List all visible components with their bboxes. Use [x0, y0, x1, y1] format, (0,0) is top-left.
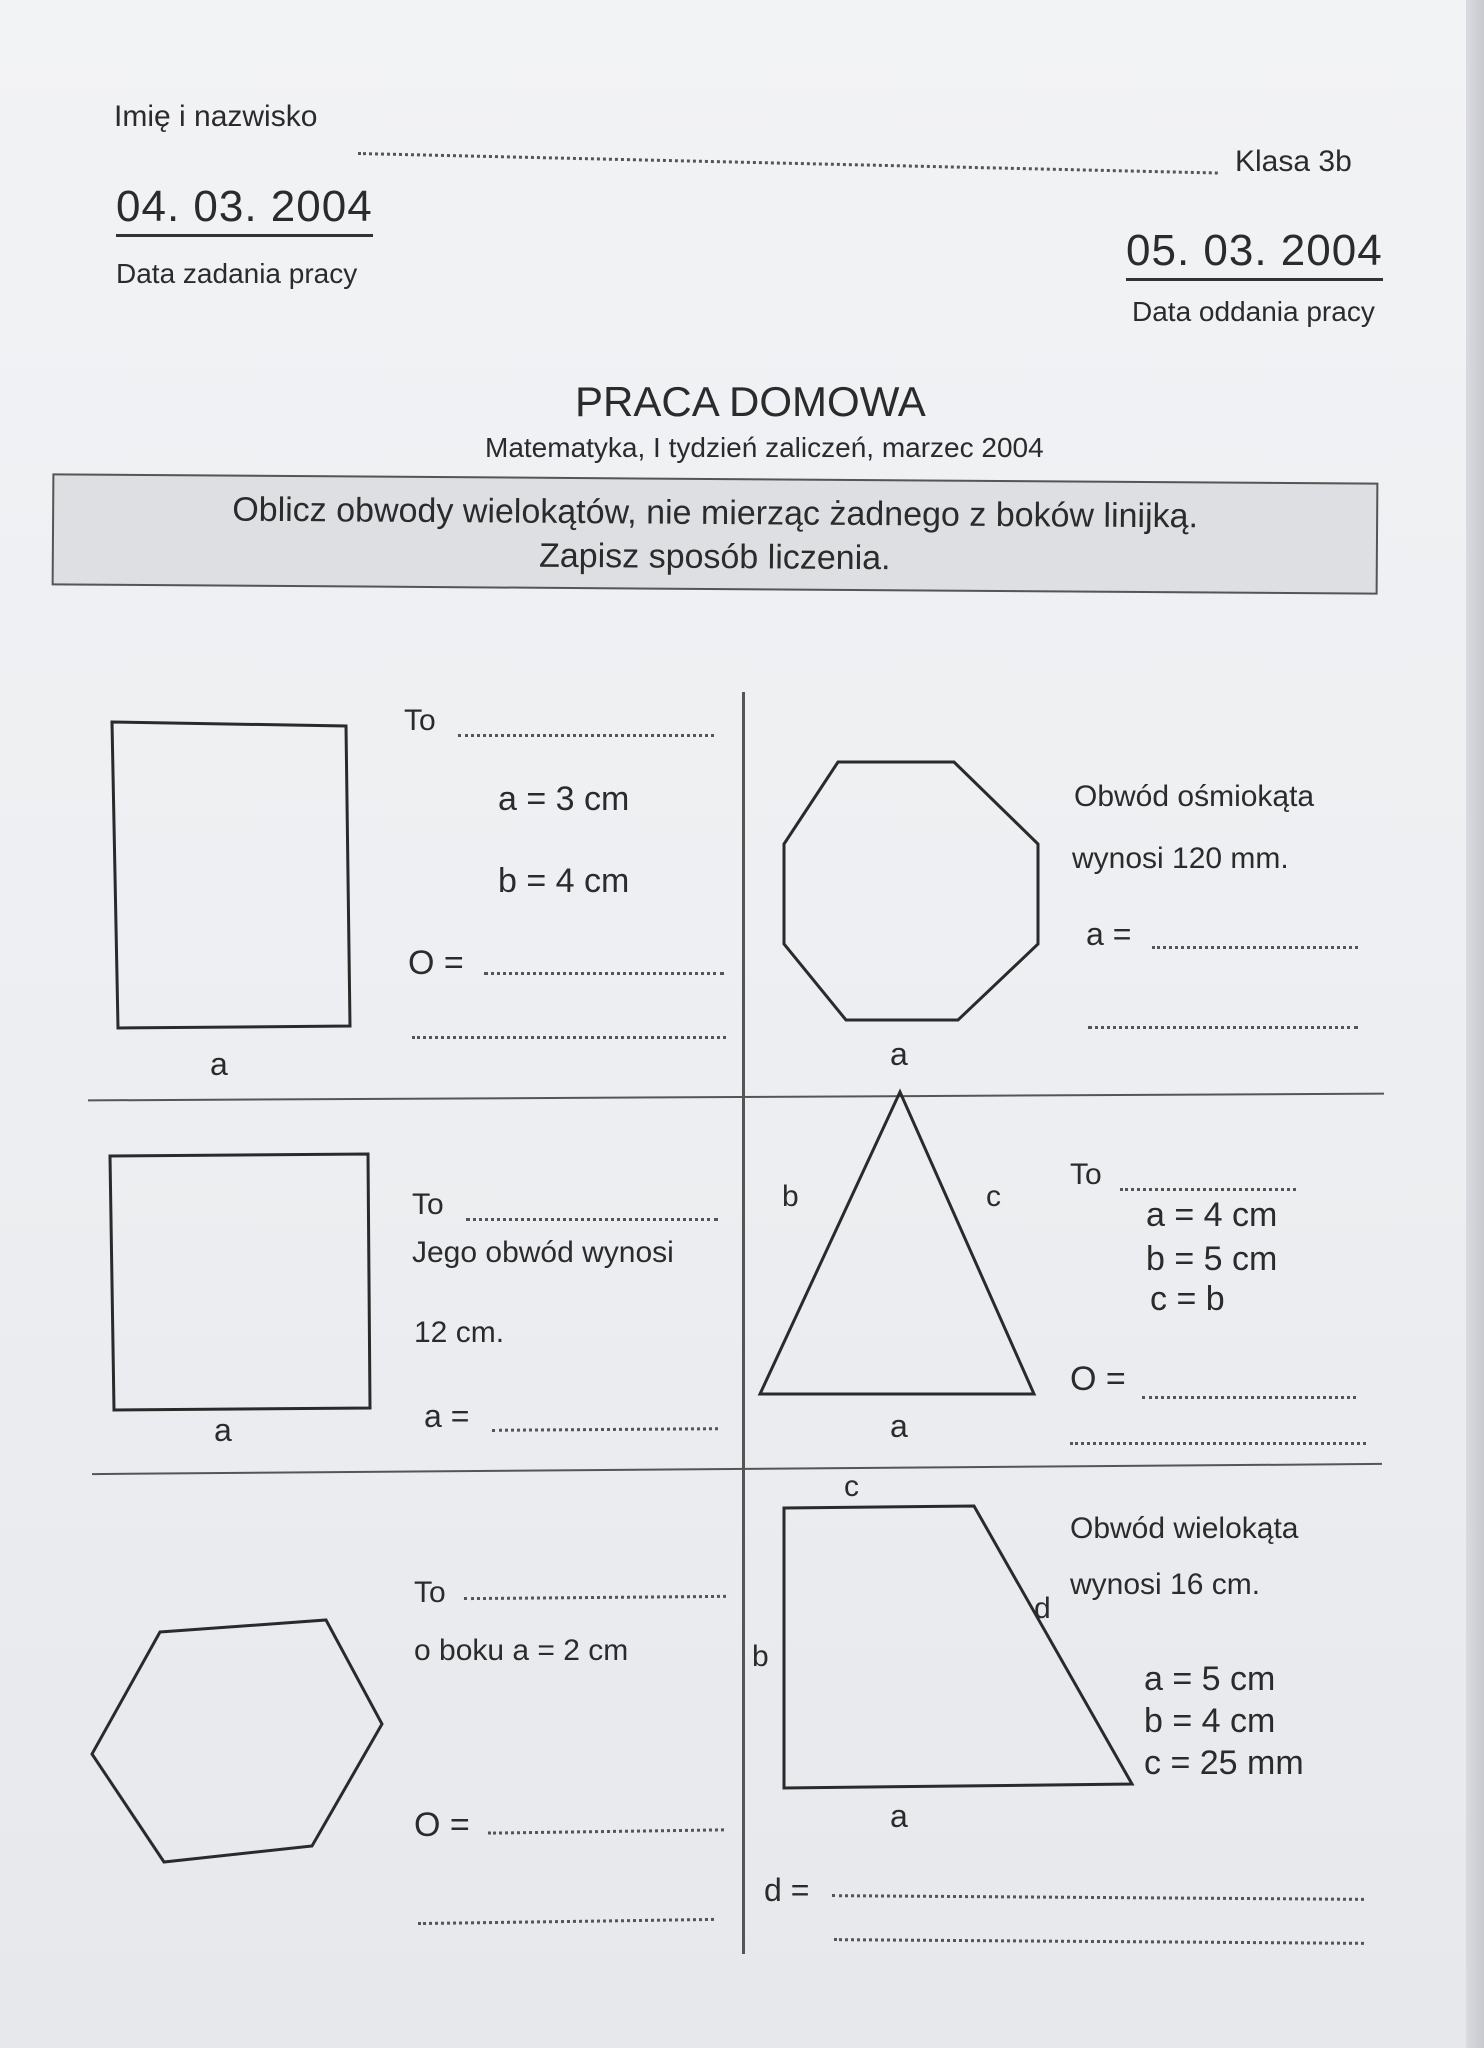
- triangle-label-b: b: [782, 1180, 799, 1213]
- instruction-line-2: Zapisz sposób liczenia.: [538, 536, 891, 578]
- octagon-text-1: Obwód ośmiokąta: [1074, 780, 1315, 813]
- rect-side-label: a: [210, 1046, 228, 1082]
- trapezoid-b-value: b = 4 cm: [1144, 1702, 1276, 1740]
- hexagon-to-label: To: [414, 1576, 446, 1609]
- square-to-label: To: [412, 1188, 444, 1221]
- triangle-c-value: c = b: [1150, 1280, 1225, 1318]
- trapezoid-d-label: d =: [764, 1872, 810, 1908]
- rect-b-value: b = 4 cm: [498, 862, 630, 900]
- rect-to-label: To: [404, 704, 436, 737]
- instruction-line-1: Oblicz obwody wielokątów, nie mierząc żadnego z boków linijką.: [232, 490, 1199, 536]
- rect-to-field[interactable]: [458, 734, 714, 737]
- square-to-field[interactable]: [466, 1218, 718, 1221]
- triangle-o-label: O =: [1070, 1360, 1126, 1398]
- square-text-1: Jego obwód wynosi: [412, 1236, 674, 1269]
- due-date-label: Data oddania pracy: [1132, 296, 1375, 327]
- triangle-a-value: a = 4 cm: [1146, 1196, 1278, 1234]
- class-label: Klasa 3b: [1235, 145, 1352, 178]
- assigned-date-label: Data zadania pracy: [116, 258, 358, 289]
- page-subtitle: Matematyka, I tydzień zaliczeń, marzec 2004: [485, 432, 1044, 463]
- trapezoid-label-c: c: [844, 1470, 859, 1503]
- octagon-a-field-2[interactable]: [1088, 1026, 1358, 1029]
- triangle-to-field[interactable]: [1120, 1188, 1296, 1191]
- hexagon-side-text: o boku a = 2 cm: [414, 1634, 629, 1667]
- hexagon-o-label: O =: [414, 1806, 470, 1844]
- trapezoid-label-b: b: [752, 1640, 769, 1673]
- trapezoid-c-value: c = 25 mm: [1144, 1744, 1304, 1782]
- trapezoid-text-2: wynosi 16 cm.: [1070, 1568, 1261, 1601]
- hexagon-shape: [92, 1620, 382, 1862]
- triangle-to-label: To: [1070, 1158, 1102, 1191]
- rect-o-field[interactable]: [484, 972, 724, 975]
- assigned-date: 04. 03. 2004: [116, 182, 373, 237]
- rect-a-value: a = 3 cm: [498, 780, 630, 818]
- square-a-label: a =: [424, 1398, 470, 1434]
- trapezoid-shape: [784, 1506, 1132, 1788]
- octagon-a-label: a =: [1086, 916, 1132, 952]
- triangle-shape: [760, 1092, 1034, 1394]
- rectangle-shape: [112, 722, 350, 1028]
- triangle-o-field-2[interactable]: [1070, 1442, 1366, 1445]
- due-date: 05. 03. 2004: [1126, 226, 1383, 281]
- triangle-label-a: a: [890, 1408, 908, 1444]
- trapezoid-label-a: a: [890, 1798, 908, 1834]
- page-title: PRACA DOMOWA: [575, 378, 926, 425]
- octagon-text-2: wynosi 120 mm.: [1072, 842, 1289, 875]
- triangle-label-c: c: [986, 1180, 1001, 1213]
- name-label: Imię i nazwisko: [114, 100, 318, 133]
- triangle-o-field[interactable]: [1142, 1396, 1356, 1399]
- rect-o-label: O =: [408, 944, 464, 982]
- square-side-label: a: [214, 1412, 232, 1448]
- square-shape: [110, 1154, 370, 1410]
- trapezoid-text-1: Obwód wielokąta: [1070, 1512, 1299, 1545]
- trapezoid-a-value: a = 5 cm: [1144, 1660, 1276, 1698]
- octagon-a-field[interactable]: [1152, 946, 1358, 949]
- rect-o-field-2[interactable]: [412, 1036, 726, 1039]
- square-text-2: 12 cm.: [414, 1316, 505, 1349]
- triangle-b-value: b = 5 cm: [1146, 1240, 1278, 1278]
- octagon-shape: [784, 762, 1038, 1020]
- octagon-side-label: a: [890, 1036, 908, 1072]
- trapezoid-label-d: d: [1034, 1592, 1051, 1625]
